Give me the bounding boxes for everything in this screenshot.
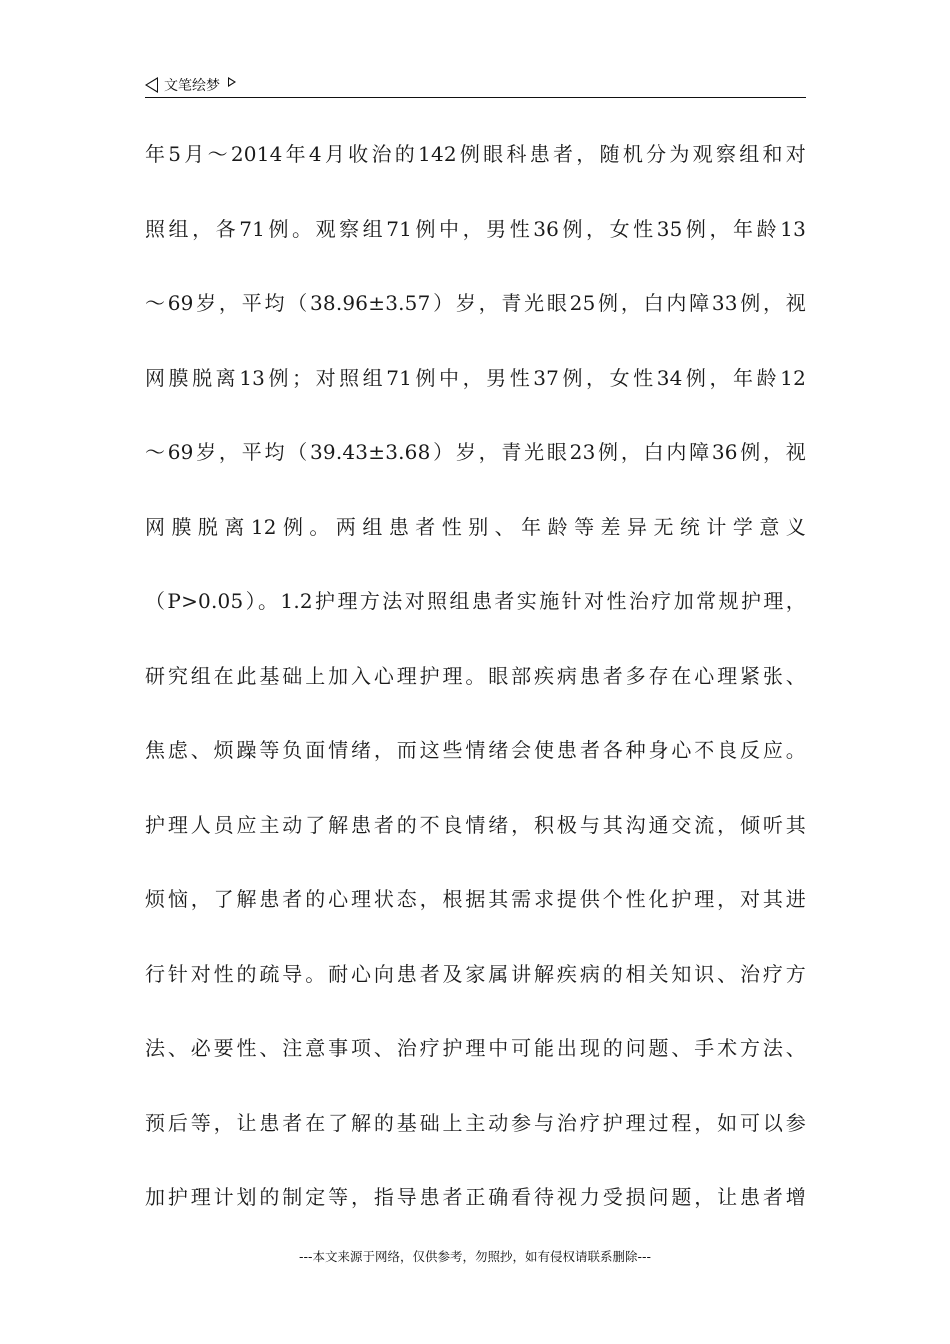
text-line: 加护理计划的制定等，指导患者正确看待视力受损问题，让患者增 (145, 1185, 806, 1209)
text-line: 网膜脱离12例。两组患者性别、年龄等差异无统计学意义 (145, 514, 806, 539)
text-line: 照组，各71例。观察组71例中，男性36例，女性35例，年龄13 (145, 216, 806, 241)
text-line: ～69岁，平均（38.96±3.57）岁，青光眼25例，白内障33例，视 (145, 291, 806, 315)
text-line: 研究组在此基础上加入心理护理。眼部疾病患者多存在心理紧张、 (145, 663, 806, 688)
text-line: 法、必要性、注意事项、治疗护理中可能出现的问题、手术方法、 (145, 1036, 806, 1060)
text-line: 行针对性的疏导。耐心向患者及家属讲解疾病的相关知识、治疗方 (145, 961, 806, 986)
header-divider (145, 97, 806, 98)
text-line: 烦恼，了解患者的心理状态，根据其需求提供个性化护理，对其进 (145, 887, 806, 911)
text-line: 护理人员应主动了解患者的不良情绪，积极与其沟通交流，倾听其 (145, 812, 806, 837)
text-line: 网膜脱离13例；对照组71例中，男性37例，女性34例，年龄12 (145, 365, 806, 390)
page-header (145, 72, 236, 98)
text-line: 焦虑、烦躁等负面情绪，而这些情绪会使患者各种身心不良反应。 (145, 738, 806, 762)
text-line: 预后等，让患者在了解的基础上主动参与治疗护理过程，如可以参 (145, 1110, 806, 1135)
document-body (145, 134, 806, 1252)
triangle-right-icon (228, 77, 236, 87)
text-line: ～69岁，平均（39.43±3.68）岁，青光眼23例，白内障36例，视 (145, 440, 806, 464)
text-line: （P>0.05）。1.2护理方法对照组患者实施针对性治疗加常规护理， (145, 589, 806, 613)
text-line: 年5月～2014年4月收治的142例眼科患者，随机分为观察组和对 (145, 142, 806, 166)
footer-notice: ---本文来源于网络，仅供参考，勿照抄，如有侵权请联系删除--- (298, 1249, 652, 1264)
triangle-left-icon (145, 77, 158, 93)
header-title: 文笔绘梦 (164, 78, 220, 94)
